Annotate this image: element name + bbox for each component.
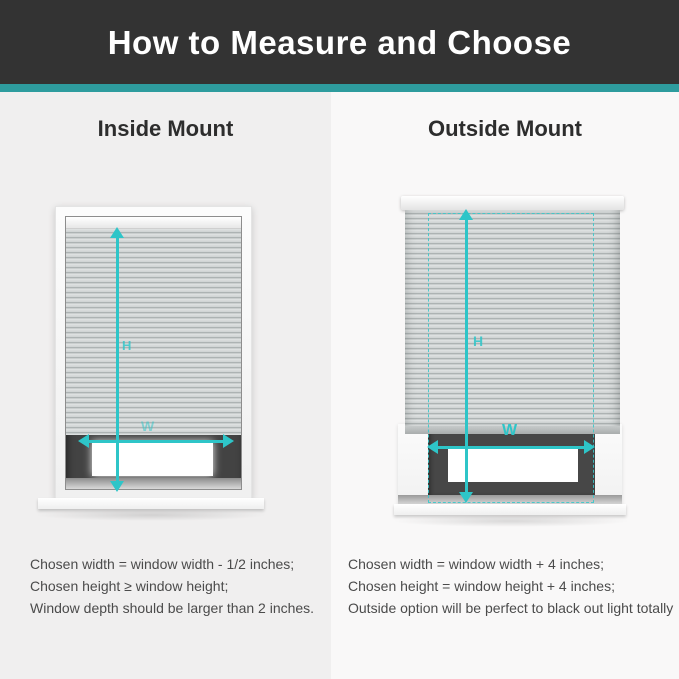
inside-mount-heading: Inside Mount <box>97 116 234 141</box>
inside-window-opening <box>65 216 242 490</box>
outside-mount-heading: Outside Mount <box>428 116 582 141</box>
note-line: Chosen height ≥ window height; <box>30 578 229 594</box>
note-line: Chosen width = window width + 4 inches; <box>348 556 605 572</box>
arrow-right-icon <box>223 434 234 448</box>
outside-width-arrow <box>427 440 595 454</box>
note-line: Window depth should be larger than 2 inches. <box>30 600 315 616</box>
inside-shade-pleats <box>66 229 241 435</box>
inside-window-shadow <box>34 509 268 521</box>
outside-width-label: W <box>502 422 518 439</box>
measurement-dashed-outline <box>428 213 594 503</box>
arrow-line <box>85 440 227 443</box>
arrow-right-icon <box>584 440 595 454</box>
inside-width-label: W <box>141 418 155 434</box>
inside-height-arrow <box>110 227 124 492</box>
header-banner <box>0 0 679 84</box>
inside-cellular-shade <box>66 217 241 435</box>
arrow-line <box>434 446 588 449</box>
arrow-down-icon <box>110 481 124 492</box>
inside-window-frame <box>55 206 252 500</box>
inside-width-arrow <box>78 434 234 448</box>
inside-window-sill-slope <box>66 478 241 489</box>
outside-shade-headrail <box>401 196 624 210</box>
note-line: Outside option will be perfect to black out light totally <box>348 600 674 616</box>
outside-window-shadow <box>391 515 631 527</box>
arrow-down-icon <box>459 492 473 503</box>
arrow-line <box>465 216 468 496</box>
inside-window-sill <box>38 498 264 509</box>
inside-mount-notes <box>30 553 314 619</box>
accent-bar <box>0 84 679 92</box>
outside-height-label: H <box>473 333 484 349</box>
outside-mount-panel <box>331 92 679 679</box>
note-line: Chosen height = window height + 4 inches; <box>348 578 615 594</box>
outside-window-sill <box>394 504 626 515</box>
page-title: How to Measure and Choose <box>107 24 572 61</box>
inside-height-label: H <box>122 338 132 353</box>
outside-height-arrow <box>459 209 473 503</box>
inside-mount-panel <box>0 92 331 679</box>
outside-mount-notes <box>348 553 673 619</box>
inside-shade-headrail <box>66 217 241 229</box>
note-line: Chosen width = window width - 1/2 inches; <box>30 556 295 572</box>
